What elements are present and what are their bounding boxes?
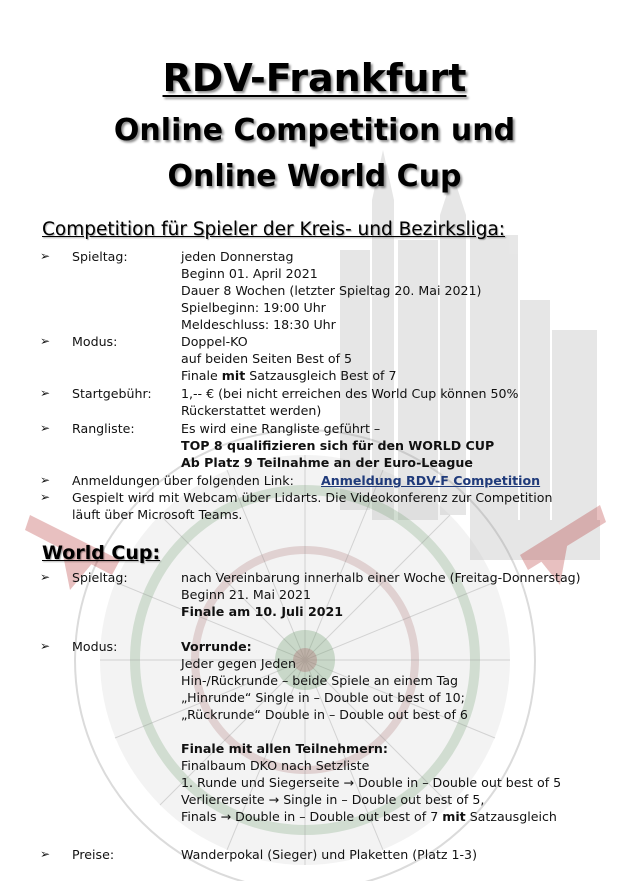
- bullet-arrow-icon: ➢: [40, 249, 51, 263]
- spieltag-line: Meldeschluss: 18:30 Uhr: [181, 317, 336, 332]
- modus-line-bold: mit: [221, 368, 246, 383]
- page-subtitle-line-1: Online Competition und: [113, 113, 516, 148]
- page-title: RDV-Frankfurt: [162, 56, 467, 100]
- bullet-arrow-icon: ➢: [40, 334, 51, 348]
- bullet-arrow-icon: ➢: [40, 639, 51, 653]
- vorrunde-line: Hin-/Rückrunde – beide Spiele an einem Tag: [181, 673, 459, 688]
- finale-line-bold: mit: [442, 809, 466, 824]
- world-cup-heading: World Cup:: [42, 542, 161, 564]
- anmeldung-text: Anmeldungen über folgenden Link:: [72, 473, 294, 488]
- modus-line-text: Finale: [181, 368, 222, 383]
- spacer: [181, 723, 561, 740]
- webcam-text: [72, 489, 592, 523]
- rangliste-line: Es wird eine Rangliste geführt –: [181, 421, 381, 436]
- spieltag-line: Spielbeginn: 19:00 Uhr: [181, 300, 326, 315]
- bullet-arrow-icon: ➢: [40, 847, 51, 861]
- modus-line: [181, 367, 396, 384]
- bullet-arrow-icon: ➢: [40, 490, 51, 504]
- bullet-arrow-icon: ➢: [40, 386, 51, 400]
- startgebuehr-line: Rückerstattet werden): [181, 403, 322, 418]
- vorrunde-line: „Rückrunde“ Double in – Double out best of 6: [181, 707, 468, 722]
- rangliste-label: Rangliste:: [72, 421, 135, 436]
- startgebuehr-line: 1,-- € (bei nicht erreichen des World Cup können 50%: [181, 386, 519, 401]
- modus-line: Doppel-KO: [181, 334, 248, 349]
- preise-text: Wanderpokal (Sieger) und Plaketten (Platz 1-3): [181, 847, 477, 862]
- rangliste-values: [181, 420, 494, 471]
- bullet-arrow-icon: ➢: [40, 570, 51, 584]
- rangliste-line: Ab Platz 9 Teilnahme an der Euro-League: [181, 455, 473, 470]
- bullet-arrow-icon: ➢: [40, 421, 51, 435]
- vorrunde-line: „Hinrunde“ Single in – Double out best of 10;: [181, 690, 465, 705]
- finale-line-text: Satzausgleich: [465, 809, 557, 824]
- finale-line: 1. Runde und Siegerseite → Double in – Double out best of 5: [181, 775, 562, 790]
- modus-label: Modus:: [72, 334, 118, 349]
- startgebuehr-values: [181, 385, 519, 419]
- modus-line: auf beiden Seiten Best of 5: [181, 351, 353, 366]
- finale-line: Verliererseite → Single in – Double out best of 5,: [181, 792, 485, 807]
- preise-label: Preise:: [72, 847, 115, 862]
- modus-values: [181, 333, 396, 384]
- wc-modus-label: Modus:: [72, 639, 118, 654]
- wc-modus-values: [181, 638, 561, 825]
- page-subtitle-line-2: Online World Cup: [167, 159, 462, 194]
- finale-line: [181, 808, 561, 825]
- finale-line: Finalbaum DKO nach Setzliste: [181, 758, 370, 773]
- wc-spieltag-line: Beginn 21. Mai 2021: [181, 587, 312, 602]
- spieltag-line: Beginn 01. April 2021: [181, 266, 318, 281]
- anmeldung-link[interactable]: Anmeldung RDV-F Competition: [321, 473, 541, 488]
- finale-line-text: Finals → Double in – Double out best of 7: [181, 809, 443, 824]
- wc-spieltag-label: Spieltag:: [72, 570, 128, 585]
- webcam-line: läuft über Microsoft Teams.: [72, 507, 243, 522]
- competition-heading: Competition für Spieler der Kreis- und Bezirksliga:: [42, 219, 506, 240]
- modus-line-text: Satzausgleich Best of 7: [245, 368, 397, 383]
- finale-title: Finale mit allen Teilnehmern:: [181, 741, 388, 756]
- wc-spieltag-values: [181, 569, 581, 620]
- wc-spieltag-line: nach Vereinbarung innerhalb einer Woche (Freitag-Donnerstag): [181, 570, 581, 585]
- spieltag-line: jeden Donnerstag: [181, 249, 294, 264]
- vorrunde-line: Jeder gegen Jeden: [181, 656, 297, 671]
- rangliste-line: TOP 8 qualifizieren sich für den WORLD CUP: [181, 438, 495, 453]
- spieltag-label: Spieltag:: [72, 249, 128, 264]
- vorrunde-title: Vorrunde:: [181, 639, 252, 654]
- webcam-line: Gespielt wird mit Webcam über Lidarts. Die Videokonferenz zur Competition: [72, 490, 553, 505]
- spieltag-line: Dauer 8 Wochen (letzter Spieltag 20. Mai 2021): [181, 283, 482, 298]
- startgebuehr-label: Startgebühr:: [72, 386, 152, 401]
- spieltag-values: [181, 248, 481, 333]
- wc-spieltag-line: Finale am 10. Juli 2021: [181, 604, 344, 619]
- bullet-arrow-icon: ➢: [40, 473, 51, 487]
